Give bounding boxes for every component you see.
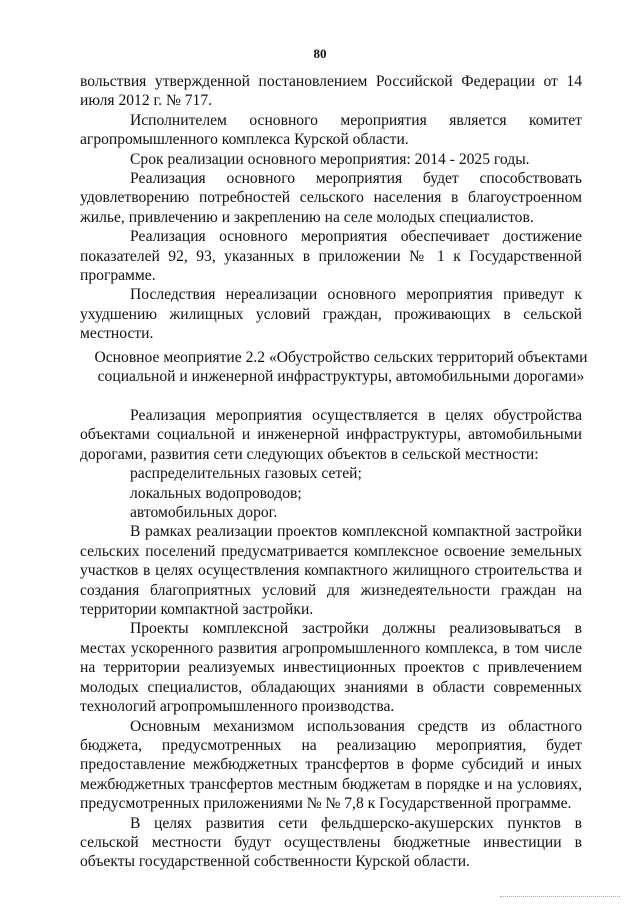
paragraph: Проекты комплексной застройки должны реализовываться в местах ускоренного развития агропромышленного комплекса, в том числе на территории реализуемых инвестиционных проектов с привлечением молодых специалистов, обладающих знаниями в области современных технологий агропромышленного производства. <box>80 620 582 716</box>
paragraph: Последствия нереализации основного мероприятия приведут к ухудшению жилищных условий граждан, проживающих в сельской местности. <box>80 286 582 343</box>
list-item: распределительных газовых сетей; <box>130 465 362 483</box>
top-section <box>80 72 582 344</box>
paragraph: вольствия утвержденной постановлением Российской Федерации от 14 июля 2012 г. № 717. <box>80 73 582 110</box>
page-number: 80 <box>313 46 327 61</box>
paragraph: В рамках реализации проектов комплексной компактной застройки сельских поселений предусматривается комплексное освоение земельных участков в целях осуществления компактного жилищного строительства и создания благоприятных условий для жизнедеятельности граждан на территории компактной застройки. <box>80 523 582 619</box>
section-heading: Основное меоприятие 2.2 «Обустройство сельских территорий объектами социальной и инженерной инфраструктуры, автомобильными дорогами» <box>94 349 588 386</box>
bottom-section <box>80 406 582 872</box>
paragraph: В целях развития сети фельдшерско-акушерских пунктов в сельской местности будут осуществлены бюджетные инвестиции в объекты государственной собственности Курской области. <box>80 814 582 871</box>
paragraph: Реализация основного мероприятия обеспечивает достижение показателей 92, 93, указанных в приложении № 1 к Государственной программе. <box>80 228 582 285</box>
paragraph: Основным механизмом использования средств из областного бюджета, предусмотренных на реализацию мероприятия, будет предоставление межбюджетных трансфертов в форме субсидий и иных межбюджетных трансфертов местным бюджетам в порядке и на условиях, предусмотренных приложениями № № 7,8 к Государственной программе. <box>80 717 582 813</box>
list-item: локальных водопроводов; <box>130 484 302 502</box>
paragraph: Реализация мероприятия осуществляется в целях обустройства объектами социальной и инженерной инфраструктуры, автомобильными дорогами, развития сети следующих объектов в сельской местности: <box>80 407 582 463</box>
scan-artifact-line <box>500 896 620 898</box>
paragraph: Срок реализации основного мероприятия: 2014 - 2025 годы. <box>130 150 530 168</box>
list-item: автомобильных дорог. <box>130 504 278 522</box>
paragraph: Реализация основного мероприятия будет способствовать удовлетворению потребностей сельского населения в благоустроенном жилье, привлечению и закреплению на селе молодых специалистов. <box>80 170 582 226</box>
paragraph: Исполнителем основного мероприятия является комитет агропромышленного комплекса Курской области. <box>80 111 582 149</box>
